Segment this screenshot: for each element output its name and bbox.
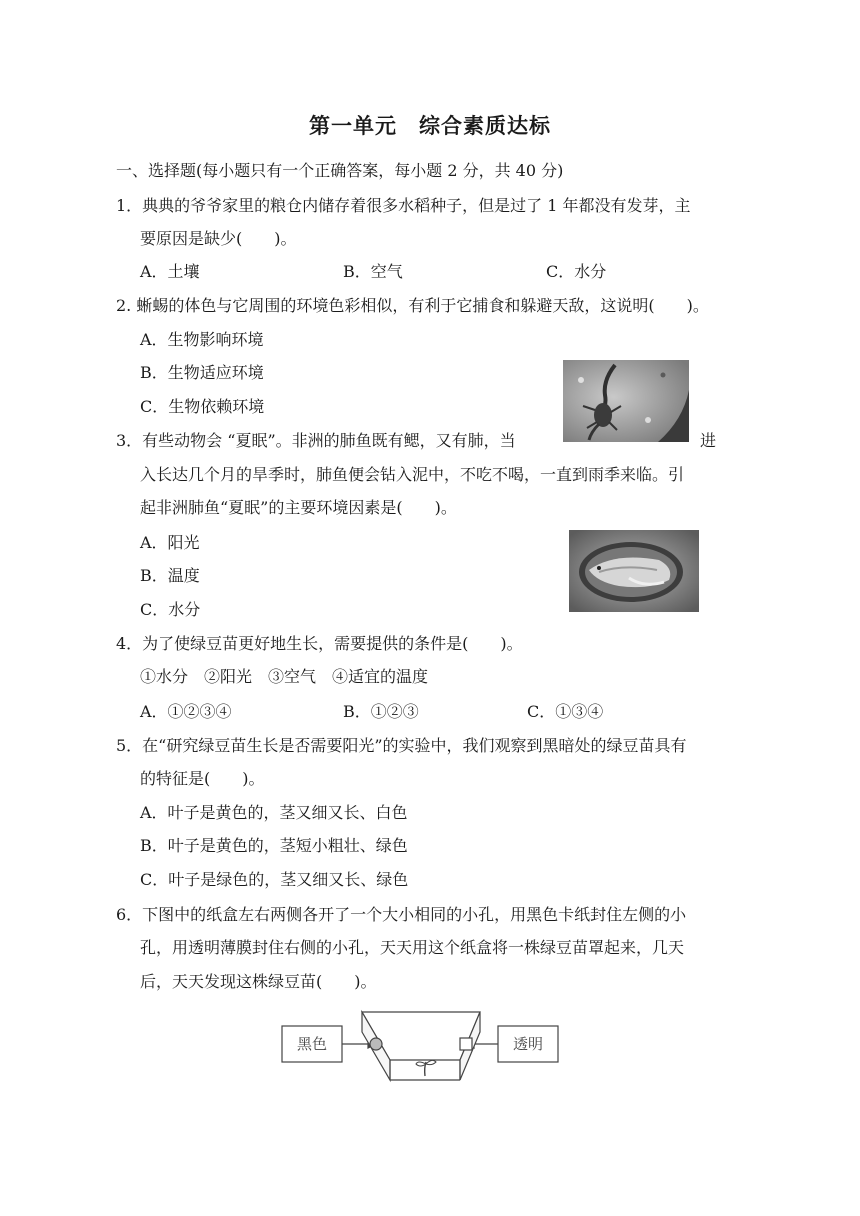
q2-option-a: A．生物影响环境 [140,330,264,349]
q4-option-a: A．①②③④ [140,702,232,721]
q1-line-1: 1．典典的爷爷家里的粮仓内储存着很多水稻种子，但是过了 1 年都没有发芽，主 [116,196,691,215]
q2-option-b: B．生物适应环境 [140,363,264,382]
q3-line-3: 起非洲肺鱼“夏眠”的主要环境因素是( )。 [140,498,457,517]
q5-option-b: B．叶子是黄色的，茎短小粗壮、绿色 [140,836,408,855]
lungfish-photo [569,530,699,612]
q3-option-a: A．阳光 [140,533,200,552]
black-card-label: 黑色 [296,1035,327,1053]
q6-line-2: 孔，用透明薄膜封住右侧的小孔，天天用这个纸盒将一株绿豆苗罩起来，几天 [140,938,685,957]
q5-option-a: A．叶子是黄色的，茎又细又长、白色 [140,803,408,822]
q4-line-1: 4．为了使绿豆苗更好地生长，需要提供的条件是( )。 [116,634,523,653]
q3-line-1: 3．有些动物会 “夏眠”。非洲的肺鱼既有鳃，又有肺，当 [116,431,516,450]
q6-line-1: 6．下图中的纸盒左右两侧各开了一个大小相同的小孔，用黑色卡纸封住左侧的小 [116,905,687,924]
q3-option-c: C．水分 [140,600,201,619]
lizard-photo [563,360,689,442]
box-diagram [280,1004,562,1084]
section-heading: 一、选择题(每小题只有一个正确答案，每小题 2 分，共 40 分) [116,161,564,180]
q1-option-b: B．空气 [343,262,403,281]
q3-line-1-end: 进 [700,431,717,450]
q1-option-a: A．土壤 [140,262,200,281]
q5-option-c: C．叶子是绿色的，茎又细又长、绿色 [140,870,409,889]
transparent-film-label: 透明 [512,1035,543,1053]
q4-option-b: B．①②③ [343,702,419,721]
q6-line-3: 后，天天发现这株绿豆苗( )。 [140,972,377,991]
q5-line-2: 的特征是( )。 [140,769,265,788]
q2-line-1: 2. 蜥蜴的体色与它周围的环境色彩相似，有利于它捕食和躲避天敌，这说明( )。 [116,296,709,315]
q1-option-c: C．水分 [546,262,607,281]
q5-line-1: 5．在“研究绿豆苗生长是否需要阳光”的实验中，我们观察到黑暗处的绿豆苗具有 [116,736,687,755]
q3-option-b: B．温度 [140,566,200,585]
page-title: 第一单元 综合素质达标 [309,114,551,138]
q4-line-2: ①水分 ②阳光 ③空气 ④适宜的温度 [140,667,429,686]
q1-line-2: 要原因是缺少( )。 [140,229,297,248]
q2-option-c: C．生物依赖环境 [140,397,265,416]
q4-option-c: C．①③④ [527,702,604,721]
q3-line-2: 入长达几个月的旱季时，肺鱼便会钻入泥中，不吃不喝，一直到雨季来临。引 [140,465,685,484]
